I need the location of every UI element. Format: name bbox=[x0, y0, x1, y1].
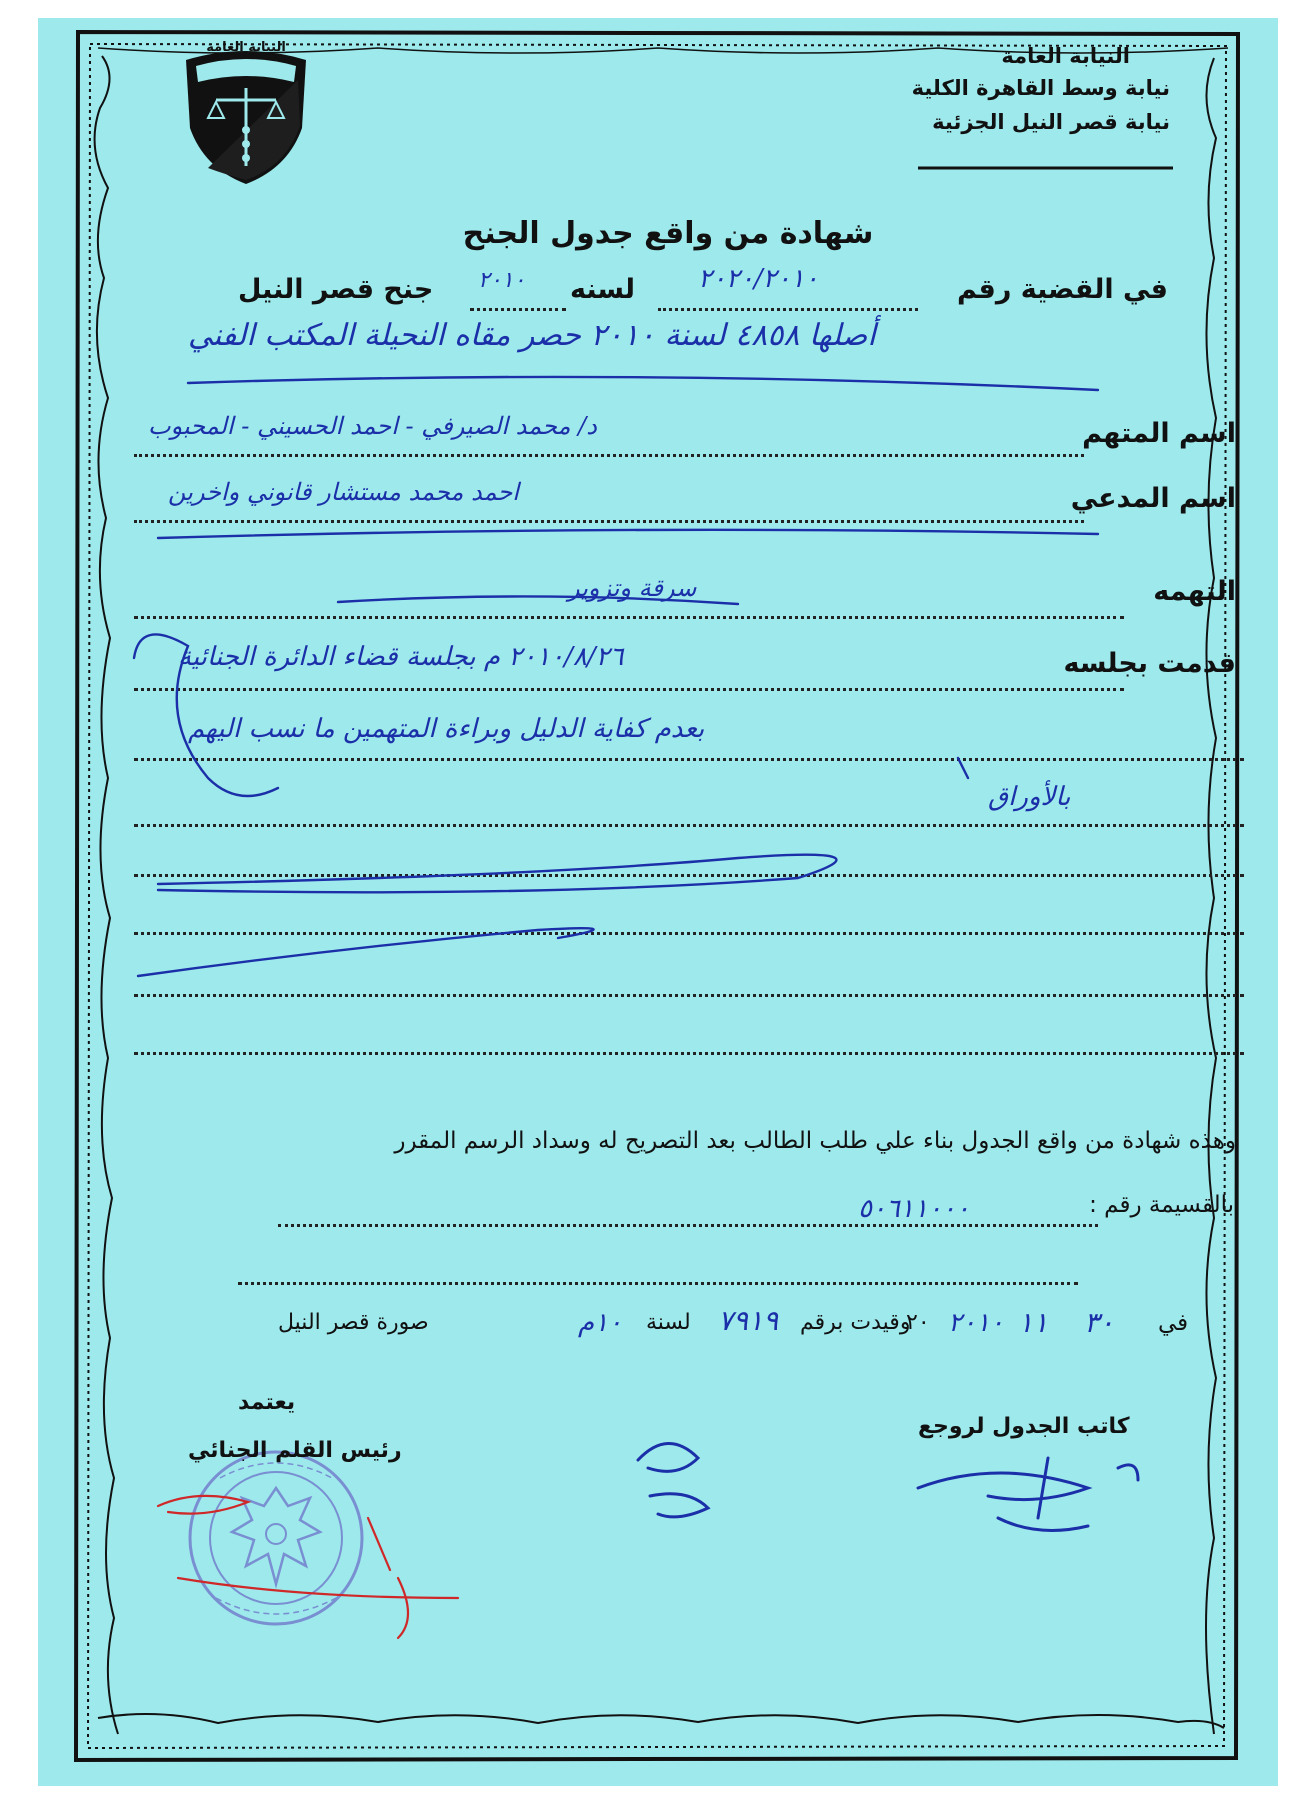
strike-line-1 bbox=[188, 377, 1098, 390]
date-prefix: في bbox=[1158, 1310, 1189, 1336]
case-year-label: لسنه bbox=[570, 274, 636, 305]
plaintiff-value: احمد محمد مستشار قانوني واخرين bbox=[168, 478, 519, 506]
approve-label: يعتمد bbox=[238, 1390, 296, 1415]
case-subline: أصلها ٤٨٥٨ لسنة ٢٠١٠ حصر مقاه النحيلة المكتب الفني bbox=[188, 318, 876, 353]
session-line-2: بعدم كفاية الدليل وبراءة المتهمين ما نسب اليهم bbox=[188, 714, 705, 744]
date-year-suffix: ٢٠ bbox=[906, 1310, 930, 1335]
certificate-statement: وهذه شهادة من واقع الجدول بناء علي طلب الطالب بعد التصريح له وسداد الرسم المقرر bbox=[394, 1128, 1236, 1154]
red-approval-mark-icon bbox=[158, 1496, 458, 1638]
certificate-sheet bbox=[38, 18, 1278, 1786]
head-signature-icon bbox=[638, 1443, 708, 1516]
header-line-3: نيابة قصر النيل الجزئية bbox=[932, 110, 1170, 134]
bracket-curve bbox=[134, 634, 278, 796]
case-number-value: ٢٠٢٠/٢٠١٠ bbox=[698, 264, 819, 294]
date-day: ٣٠ bbox=[1084, 1306, 1115, 1339]
clerk-label: كاتب الجدول لروجع bbox=[918, 1414, 1130, 1439]
session-label: قدمت بجلسه bbox=[1063, 648, 1236, 679]
handwriting-overlay bbox=[38, 18, 1278, 1786]
scribble-line-1 bbox=[158, 855, 836, 893]
session-line-1: ٢٠١٠/٨/٢٦ م بجلسة قضاء الدائرة الجنائية bbox=[178, 642, 624, 672]
tick-mark bbox=[958, 758, 968, 778]
charge-value: سرقة وتزوير bbox=[568, 574, 697, 602]
header-line-2: نيابة وسط القاهرة الكلية bbox=[911, 76, 1170, 100]
accused-label: اسم المتهم bbox=[1082, 418, 1236, 449]
strike-line-2 bbox=[158, 530, 1098, 538]
session-line-3: بالأوراق bbox=[988, 782, 1071, 812]
scribble-line-2 bbox=[138, 928, 594, 976]
accused-value: د/ محمد الصيرفي - احمد الحسيني - المحبوب bbox=[148, 412, 597, 440]
receipt-label: بالقسيمة رقم : bbox=[1089, 1192, 1234, 1218]
case-number-label: في القضية رقم bbox=[956, 274, 1168, 305]
header-line-1: النيابة العامة bbox=[1001, 44, 1130, 68]
registration-number: ٧٩١٩ bbox=[718, 1304, 779, 1337]
registration-year-label: لسنة bbox=[646, 1310, 691, 1335]
case-year-value: ٢٠١٠ bbox=[478, 268, 526, 293]
charge-label: التهمه bbox=[1153, 576, 1236, 607]
date-month: ١١ bbox=[1018, 1306, 1049, 1339]
court-label: جنح قصر النيل bbox=[238, 274, 434, 305]
date-year: ٢٠١٠ bbox=[948, 1308, 1004, 1338]
registered-label: وقيدت برقم bbox=[800, 1310, 911, 1335]
strike-line-3 bbox=[338, 596, 738, 604]
document-title: شهادة من واقع جدول الجنح bbox=[462, 216, 874, 251]
clerk-signature-icon bbox=[918, 1458, 1138, 1531]
copy-label: صورة قصر النيل bbox=[278, 1310, 429, 1335]
receipt-value: ٥٠٦١١٠٠٠ bbox=[858, 1194, 970, 1224]
plaintiff-label: اسم المدعي bbox=[1070, 483, 1236, 514]
head-of-criminal-dept-label: رئيس القلم الجنائي bbox=[188, 1438, 402, 1463]
registration-year-value: ١٠م bbox=[578, 1308, 623, 1338]
emblem-caption: النيابة العامة bbox=[206, 40, 286, 55]
